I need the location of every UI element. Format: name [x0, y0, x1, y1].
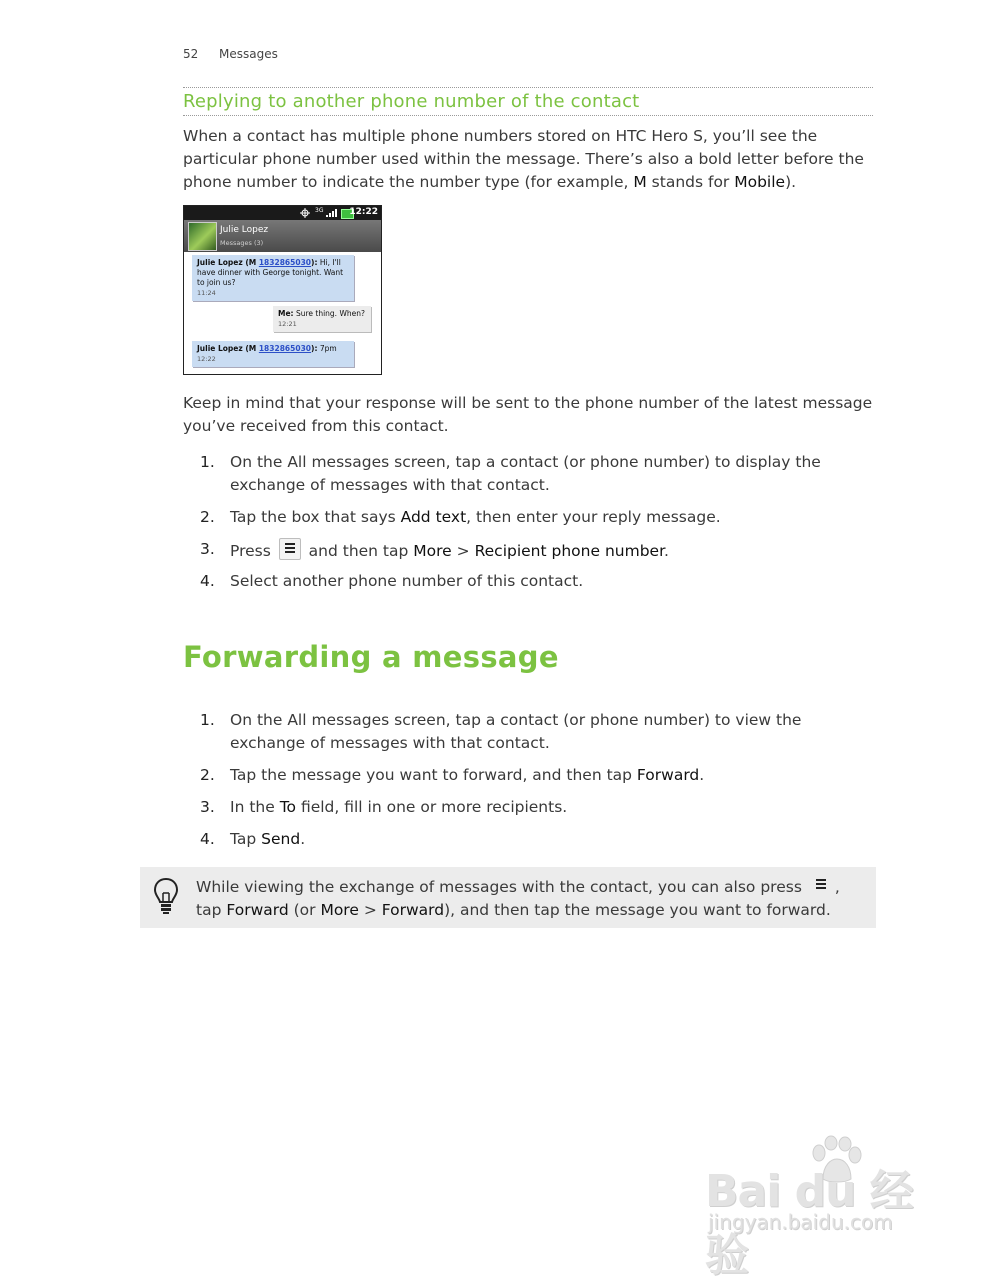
step-text: Press and then tap More > Recipient phone number.: [230, 538, 860, 563]
msg1-text: Hi, I'll have dinner with George tonight. Want to join us?: [197, 258, 344, 287]
recipient-label: Recipient phone number: [474, 542, 665, 560]
intro-paragraph: [183, 125, 873, 194]
menu-icon: [810, 874, 832, 896]
section-title-forwarding: Forwarding a message: [183, 640, 559, 674]
msg3-close: ):: [311, 344, 318, 353]
contact-name: Julie Lopez: [220, 225, 269, 235]
gps-icon: [300, 208, 310, 218]
forward-label: Forward: [636, 766, 700, 784]
message-bubble-3: [192, 341, 354, 367]
msg2-sender: Me:: [278, 309, 294, 318]
tip-text: While viewing the exchange of messages with the contact, you can also press , tap Forward (or More > Forward), and then tap the message you want to forward.: [196, 874, 866, 922]
msg1-close: ):: [311, 258, 318, 267]
message-bubble-1: [192, 255, 354, 301]
step-text: Tap the message you want to forward, and then tap Forward.: [230, 766, 705, 784]
message-bubble-2: [273, 306, 371, 332]
keep-in-mind-paragraph: Keep in mind that your response will be sent to the phone number of the latest message you’ve received from this contact.: [183, 394, 873, 435]
msg1-sender: Julie Lopez (M: [197, 258, 259, 267]
tip-forward-label-2: Forward: [381, 901, 445, 919]
send-label: Send: [261, 830, 301, 848]
intro-end: ).: [785, 173, 797, 191]
watermark-url: jingyan.baidu.com: [708, 1210, 893, 1234]
msg3-sender: Julie Lopez (M: [197, 344, 259, 353]
step-number: 2.: [200, 508, 215, 526]
msg1-time: 11:24: [197, 289, 216, 297]
intro-text: When a contact has multiple phone numbers stored on HTC Hero S, you’ll see the particular phone number used within the message. There’s also a bold letter before the phone number to indicate the number type (for example,: [183, 127, 864, 191]
step-number: 1.: [200, 711, 215, 729]
status-bar: [184, 206, 381, 220]
step-number: 1.: [200, 453, 215, 471]
msg2-text: Sure thing. When?: [293, 309, 365, 318]
step-text: In the To field, fill in one or more recipients.: [230, 798, 568, 816]
step-text: Tap the box that says Add text, then enter your reply message.: [230, 508, 721, 526]
step-number: 3.: [200, 798, 215, 816]
status-time: 12:22: [349, 207, 378, 217]
step-number: 4.: [200, 830, 215, 848]
step-number: 4.: [200, 572, 215, 590]
lightbulb-icon: [152, 877, 180, 915]
msg3-time: 12:22: [197, 355, 216, 363]
step-text: Tap Send.: [230, 830, 306, 848]
step-number: 3.: [200, 540, 215, 558]
step-number: 2.: [200, 766, 215, 784]
messages-count: Messages (3): [220, 239, 264, 247]
intro-mobile: Mobile: [734, 173, 786, 191]
baidu-watermark: [700, 1135, 940, 1281]
msg2-time: 12:21: [278, 320, 297, 328]
section-title-replying: Replying to another phone number of the contact: [183, 91, 640, 112]
intro-text-2: stands for: [646, 173, 735, 191]
phone-screenshot: [183, 205, 382, 375]
conversation-header: [184, 220, 381, 252]
step-text: Select another phone number of this contact.: [230, 572, 584, 590]
menu-icon: [279, 538, 301, 560]
page-header: [183, 47, 278, 61]
intro-m: M: [633, 173, 647, 191]
tip-box: [140, 867, 876, 928]
tip-forward-label: Forward: [226, 901, 289, 919]
network-label: 3G: [315, 207, 324, 214]
tip-more-label: More: [320, 901, 359, 919]
divider-bottom: [183, 115, 873, 116]
divider-top: [183, 87, 873, 88]
signal-icon: [326, 209, 338, 217]
msg3-text: 7pm: [317, 344, 337, 353]
contact-avatar: [188, 222, 217, 251]
section-name: Messages: [219, 47, 278, 61]
msg3-number-link: 1832865030: [258, 344, 312, 353]
add-text-label: Add text: [400, 508, 467, 526]
msg1-number-link: 1832865030: [258, 258, 312, 267]
to-label: To: [279, 798, 297, 816]
page-number: 52: [183, 47, 199, 61]
more-label: More: [413, 542, 452, 560]
step-text: On the All messages screen, tap a contact (or phone number) to display the exchange of messages with that contact.: [230, 453, 821, 494]
step-text: On the All messages screen, tap a contact (or phone number) to view the exchange of messages with that contact.: [230, 711, 802, 752]
watermark-brand: Bai du 经验: [705, 1166, 913, 1281]
